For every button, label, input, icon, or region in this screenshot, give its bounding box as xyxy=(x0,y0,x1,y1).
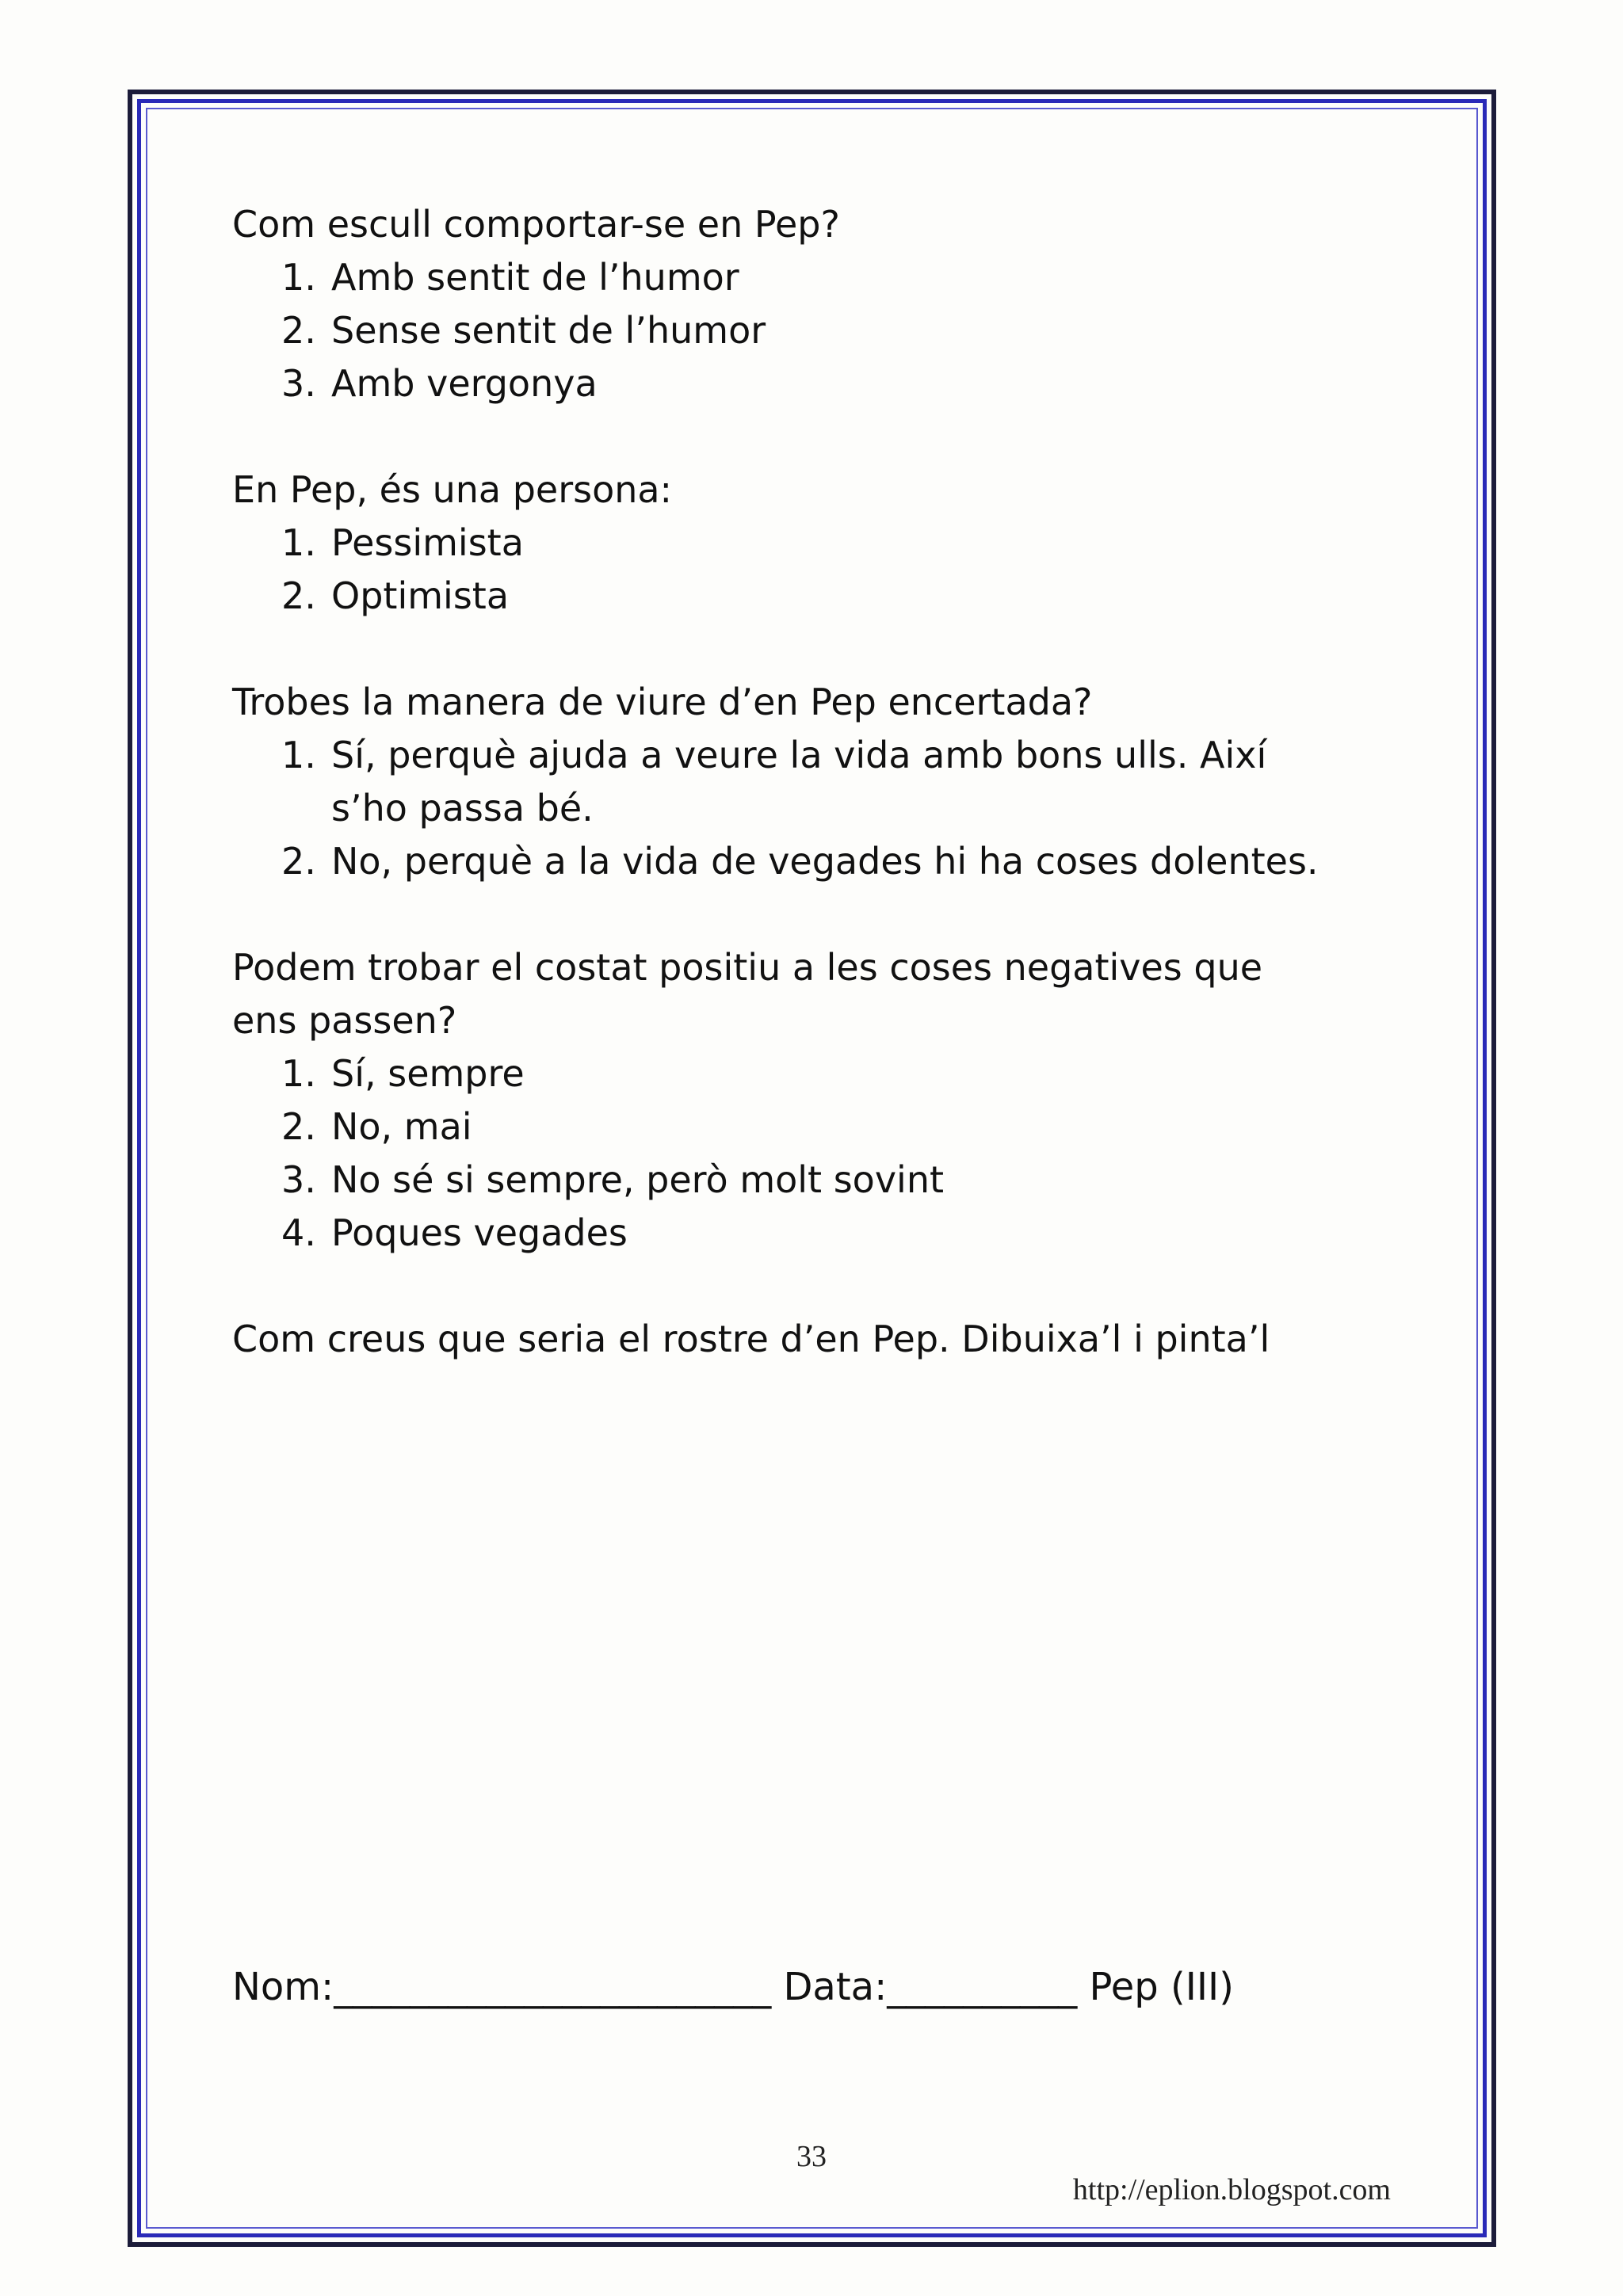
answer-option xyxy=(232,304,1381,357)
answer-list xyxy=(232,251,1381,410)
site-url: http://eplion.blogspot.com xyxy=(1072,2173,1391,2206)
worksheet-content xyxy=(232,198,1381,1366)
answer-text: Amb sentit de l’humor xyxy=(331,256,739,299)
answer-text: No sé si sempre, però molt sovint xyxy=(331,1158,945,1201)
answer-number: 2. xyxy=(281,574,316,617)
question-prompt: Com escull comportar-se en Pep? xyxy=(232,203,840,246)
answer-list xyxy=(232,1047,1381,1260)
answer-text: Poques vegades xyxy=(331,1211,628,1254)
answer-number: 2. xyxy=(281,309,316,352)
answer-option xyxy=(232,1154,1381,1207)
page-number: 33 xyxy=(796,2140,827,2173)
answer-number: 4. xyxy=(281,1211,316,1254)
answer-text: Sí, sempre xyxy=(331,1052,525,1095)
answer-number: 3. xyxy=(281,362,316,405)
answer-number: 2. xyxy=(281,1105,316,1148)
question-prompt: Trobes la manera de viure d’en Pep encertada? xyxy=(232,681,1093,723)
answer-list xyxy=(232,517,1381,623)
answer-number: 1. xyxy=(281,256,316,299)
answer-option xyxy=(232,729,1381,835)
answer-list xyxy=(232,729,1381,888)
question-block xyxy=(232,198,1381,410)
answer-text: No, mai xyxy=(331,1105,472,1148)
answer-option xyxy=(232,251,1381,304)
answer-number: 3. xyxy=(281,1158,316,1201)
date-field-label: Data:__________ xyxy=(783,1965,1078,2009)
worksheet-footer xyxy=(232,1965,1234,2009)
answer-option xyxy=(232,1207,1381,1260)
drawing-prompt: Com creus que seria el rostre d’en Pep. Dibuixa’l i pinta’l xyxy=(232,1318,1270,1360)
answer-text: Pessimista xyxy=(331,521,524,564)
name-field-label: Nom:_______________________ xyxy=(232,1965,772,2009)
answer-option xyxy=(232,570,1381,623)
answer-text: Sense sentit de l’humor xyxy=(331,309,766,352)
answer-option xyxy=(232,517,1381,570)
answer-number: 1. xyxy=(281,1052,316,1095)
question-block xyxy=(232,941,1381,1260)
question-block xyxy=(232,676,1381,888)
answer-text: No, perquè a la vida de vegades hi ha coses dolentes. xyxy=(331,840,1319,883)
answer-option xyxy=(232,357,1381,410)
answer-number: 1. xyxy=(281,521,316,564)
answer-number: 1. xyxy=(281,734,316,776)
question-prompt: Podem trobar el costat positiu a les coses negatives que ens passen? xyxy=(232,946,1263,1042)
question-block xyxy=(232,463,1381,623)
answer-text: Sí, perquè ajuda a veure la vida amb bons ulls. Així s’ho passa bé. xyxy=(331,734,1267,830)
answer-text: Amb vergonya xyxy=(331,362,598,405)
answer-text: Optimista xyxy=(331,574,510,617)
worksheet-title: Pep (III) xyxy=(1089,1965,1234,2009)
answer-option xyxy=(232,1100,1381,1154)
answer-option xyxy=(232,835,1381,888)
answer-option xyxy=(232,1047,1381,1100)
answer-number: 2. xyxy=(281,840,316,883)
question-prompt: En Pep, és una persona: xyxy=(232,468,673,511)
